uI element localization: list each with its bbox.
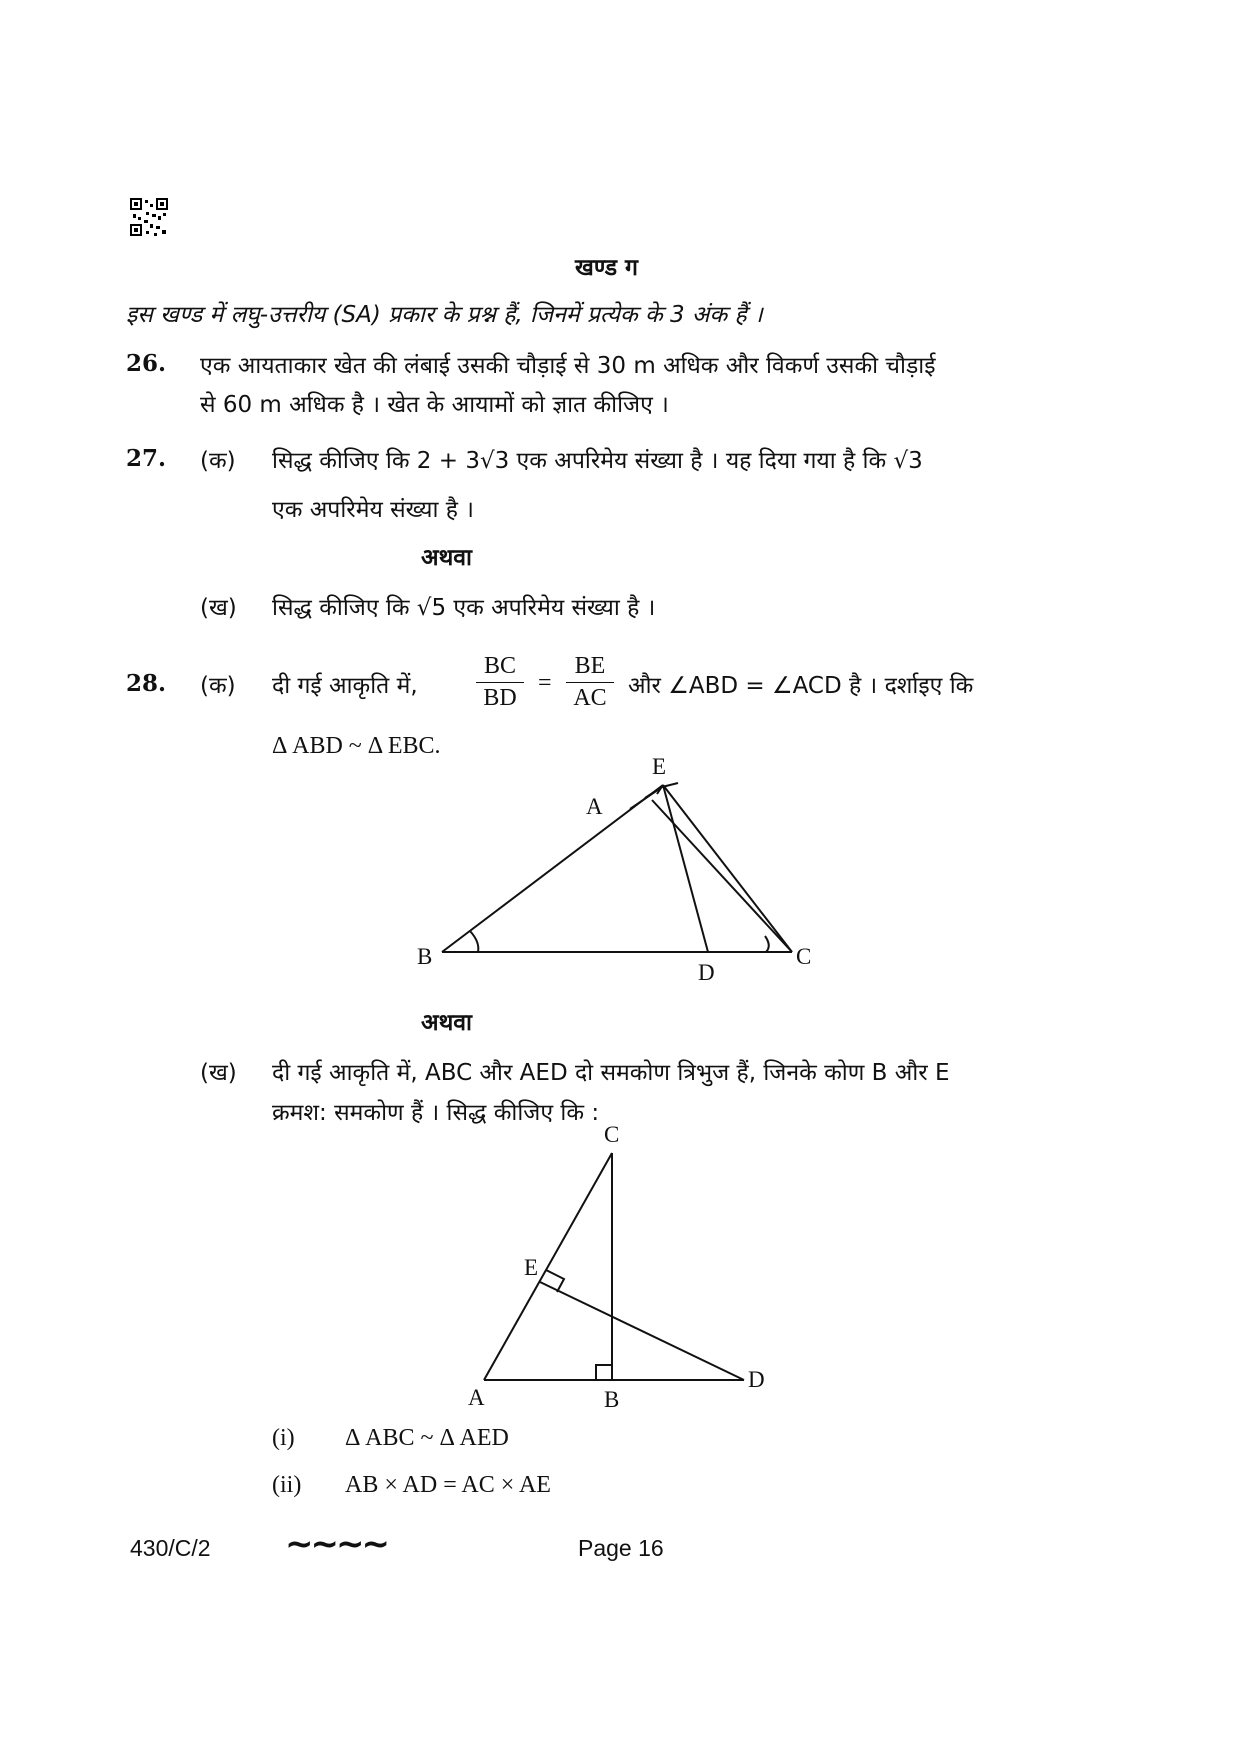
page-number: Page 16 (578, 1535, 664, 1561)
fig1-label-e: E (652, 754, 667, 779)
fig2-label-c: C (604, 1125, 620, 1147)
question-number-28: 28. (126, 670, 167, 697)
fig1-label-d: D (698, 960, 715, 985)
q28-a-label: (क) (200, 673, 236, 699)
question-number-27: 27. (126, 445, 167, 472)
figure-right-triangles (460, 1125, 780, 1415)
fraction-numerator: BC (483, 653, 516, 679)
qr-code-icon (130, 198, 168, 236)
q28-a-post: और ∠ABD = ∠ACD है । दर्शाइए कि (628, 673, 974, 699)
fraction-be-ac (566, 653, 614, 712)
q27-a-line1: सिद्ध कीजिए कि 2 + 3√3 एक अपरिमेय संख्या है । यह दिया गया है कि √3 (272, 448, 923, 474)
q28-i-text: Δ ABC ~ Δ AED (345, 1425, 509, 1451)
fig1-label-a: A (586, 794, 603, 819)
q28-a-pre: दी गई आकृति में, (272, 673, 418, 699)
fig2-label-d: D (748, 1367, 765, 1392)
q28-a-line2: Δ ABD ~ Δ EBC. (272, 733, 441, 759)
q27-or: अथवा (421, 545, 473, 571)
paper-code: 430/C/2 (130, 1535, 211, 1561)
squiggle-mark: ~~~~ (285, 1524, 387, 1564)
q28-b-label: (ख) (200, 1060, 237, 1086)
fig2-label-a: A (468, 1385, 485, 1410)
q27-b-line: सिद्ध कीजिए कि √5 एक अपरिमेय संख्या है । (272, 595, 656, 621)
figure-triangle-abc (400, 750, 840, 990)
section-title: खण्ड ग (575, 255, 639, 281)
q26-line2: से 60 m अधिक है । खेत के आयामों को ज्ञात कीजिए । (200, 392, 669, 418)
q28-b-line1: दी गई आकृति में, ABC और AED दो समकोण त्रिभुज हैं, जिनके कोण B और E (272, 1060, 950, 1086)
equals-sign: = (538, 670, 552, 696)
q27-b-label: (ख) (200, 595, 237, 621)
fig1-label-b: B (417, 944, 433, 969)
section-instruction: इस खण्ड में लघु-उत्तरीय (SA) प्रकार के प्रश्न हैं, जिनमें प्रत्येक के 3 अंक हैं । (126, 302, 763, 328)
fig1-label-c: C (796, 944, 812, 969)
fig2-label-e: E (524, 1255, 539, 1280)
q26-line1: एक आयताकार खेत की लंबाई उसकी चौड़ाई से 30 m अधिक और विकर्ण उसकी चौड़ाई (200, 353, 936, 379)
fraction-denominator: BD (483, 685, 517, 711)
q28-or: अथवा (421, 1010, 473, 1036)
q28-ii-label: (ii) (272, 1472, 302, 1498)
q27-a-line2: एक अपरिमेय संख्या है । (272, 497, 474, 523)
q28-ii-text: AB × AD = AC × AE (345, 1472, 551, 1498)
q28-i-label: (i) (272, 1425, 295, 1451)
question-number-26: 26. (126, 350, 167, 377)
fraction-bc-bd (476, 653, 524, 712)
fig2-label-b: B (604, 1387, 620, 1412)
q27-a-label: (क) (200, 448, 236, 474)
q28-b-line2: क्रमश: समकोण हैं । सिद्ध कीजिए कि : (272, 1100, 600, 1126)
fraction-denominator: AC (573, 685, 607, 711)
fraction-numerator: BE (574, 653, 606, 679)
